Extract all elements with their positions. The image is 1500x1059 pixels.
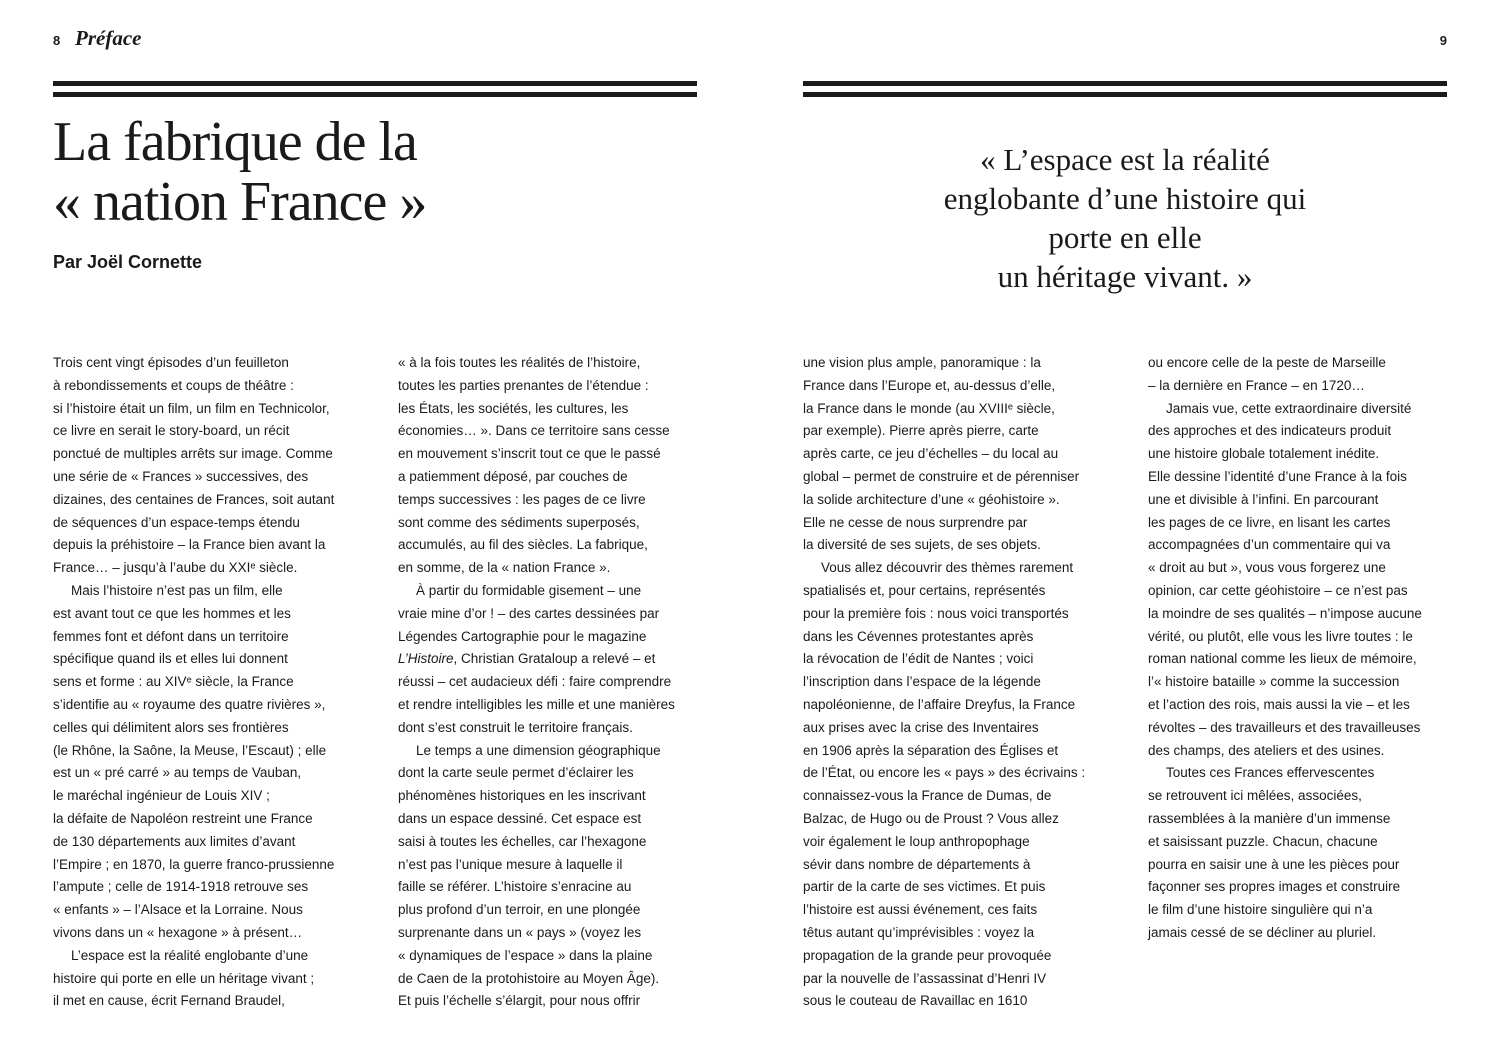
text-line: vraie mine d’or ! – des cartes dessinées par [398,605,660,621]
text-line: façonner ses propres images et construire [1148,879,1401,895]
text-line: le maréchal ingénieur de Louis XIV ; [53,788,270,804]
text-line: une série de « Frances » successives, des [53,468,309,484]
text-line: l’histoire est aussi événement, ces faits [803,902,1038,918]
text-line: dont s’est construit le territoire français. [398,719,633,735]
italic-title: L’Histoire [398,651,454,667]
text-line: surprenante dans un « pays » (voyez les [398,924,642,940]
text-line: « dynamiques de l’espace » dans la plaine [398,947,653,963]
text-line: en 1906 après la séparation des Églises et [803,742,1059,758]
text-line: la moindre de ses qualités – n’impose aucune [1148,605,1422,621]
text-line: dans les Cévennes protestantes après [803,628,1034,644]
text-line: est un « pré carré » au temps de Vauban, [53,765,302,781]
text-line: têtus autant qu’imprévisibles : voyez la [803,924,1035,940]
text-line: (le Rhône, la Saône, la Meuse, l’Escaut) ; elle [53,742,327,758]
double-rule [803,81,1447,97]
text-line: voir également le loup anthropophage [803,833,1030,849]
text-line: ce livre en serait le story-board, un récit [53,423,290,439]
text-line: depuis la préhistoire – la France bien avant la [53,537,326,553]
text-line: dont la carte seule permet d’éclairer les [398,765,634,781]
text-line: la défaite de Napoléon restreint une France [53,810,313,826]
text-line: des champs, des ateliers et des usines. [1148,742,1385,758]
chapter-title [53,112,426,232]
pull-quote-line: un héritage vivant. » [997,259,1253,294]
text-line: vivons dans un « hexagone » à présent… [53,924,303,940]
text-line: Toutes ces Frances effervescentes [1166,765,1375,781]
text-line: et l’action des rois, mais aussi la vie – et les [1148,696,1410,712]
page-number: 8 [53,33,61,48]
text-line: sont comme des sédiments superposés, [398,514,640,530]
text-line: sens et forme : au XIVᵉ siècle, la France [53,674,294,690]
text-line: « droit au but », vous vous forgerez une [1148,560,1386,576]
text-line: ou encore celle de la peste de Marseille [1148,355,1386,370]
text-line: économies… ». Dans ce territoire sans cesse [398,423,670,439]
text-line: de Caen de la protohistoire au Moyen Âge). [398,970,660,986]
text-line: en somme, de la « nation France ». [398,560,611,576]
pull-quote [803,140,1447,296]
text-line: les États, les sociétés, les cultures, les [398,400,629,416]
text-line: révoltes – des travailleurs et des travailleuses [1148,719,1421,735]
text-column-3 [803,352,1113,1013]
text-line: Elle dessine l’identité d’une France à la fois [1148,468,1407,484]
text-line: – la dernière en France – en 1720… [1148,377,1365,393]
text-line: une et divisible à l’infini. En parcourant [1148,491,1379,507]
text-line: phénomènes historiques en les inscrivant [398,788,646,804]
text-line: par la nouvelle de l’assassinat d’Henri IV [803,970,1047,986]
double-rule [53,81,697,97]
chapter-title-line: La fabrique de la [53,111,417,173]
byline: Par Joël Cornette [53,252,203,272]
text-line: l’« histoire bataille » comme la succession [1148,674,1400,690]
text-line: en mouvement s’inscrit tout ce que le passé [398,446,661,462]
text-line: accumulés, au fil des siècles. La fabrique, [398,537,648,553]
text-line: spécifique quand ils et elles lui donnent [53,651,288,667]
text-line: de 130 départements aux limites d’avant [53,833,296,849]
text-line: napoléonienne, de l’affaire Dreyfus, la France [803,696,1076,712]
text-line: partir de la carte de ses victimes. Et puis [803,879,1046,895]
text-line: de séquences d’un espace-temps étendu [53,514,300,530]
text-line: aux prises avec la crise des Inventaires [803,719,1039,735]
text-line: Légendes Cartographie pour le magazine [398,628,647,644]
text-line: propagation de la grande peur provoquée [803,947,1052,963]
text-line: l’Empire ; en 1870, la guerre franco-prussienne [53,856,335,872]
text-line: par exemple). Pierre après pierre, carte [803,423,1039,439]
text-line: Balzac, de Hugo ou de Proust ? Vous allez [803,810,1059,826]
text-line: vérité, ou plutôt, elle vous les livre toutes : le [1148,628,1413,644]
text-line: temps successives : les pages de ce livre [398,491,646,507]
text-line: faille se référer. L’histoire s’enracine au [398,879,632,895]
text-line: toutes les parties prenantes de l’étendue : [398,377,649,393]
text-line: Jamais vue, cette extraordinaire diversité [1166,400,1412,416]
text-line: se retrouvent ici mêlées, associées, [1148,788,1362,804]
text-line: réussi – cet audacieux défi : faire comprendre [398,674,672,690]
text-line: roman national comme les lieux de mémoire, [1148,651,1417,667]
text-line: connaissez-vous la France de Dumas, de [803,788,1052,804]
text-line: sous le couteau de Ravaillac en 1610 [803,993,1028,1009]
text-line: sévir dans nombre de départements à [803,856,1031,872]
text-line: opinion, car cette géohistoire – ce n’est pas [1148,582,1408,598]
text-line: pourra en saisir une à une les pièces pour [1148,856,1400,872]
text-line: le film d’une histoire singulière qui n’a [1148,902,1373,918]
text-line: « à la fois toutes les réalités de l’histoire, [398,355,641,370]
right-page [750,0,1500,1059]
text-line: dans un espace dessiné. Cet espace est [398,810,642,826]
text-line: Mais l’histoire n’est pas un film, elle [71,582,283,598]
text-line: ponctué de multiples arrêts sur image. Comme [53,446,333,462]
text-line: la solide architecture d’une « géohistoire ». [803,491,1060,507]
text-line: Vous allez découvrir des thèmes rarement [821,560,1074,576]
text-line: à rebondissements et coups de théâtre : [53,377,294,393]
text-line: Elle ne cesse de nous surprendre par [803,514,1028,530]
text-line: et rendre intelligibles les mille et une manières [398,696,675,712]
pull-quote-line: « L’espace est la réalité [980,142,1270,177]
text-line: la diversité de ses sujets, de ses objets. [803,537,1041,553]
text-line: la France dans le monde (au XVIIIᵉ siècle, [803,400,1055,416]
text-line: saisi à toutes les échelles, car l’hexagone [398,833,647,849]
text-line: « enfants » – l’Alsace et la Lorraine. Nous [53,902,303,918]
text-line: pour la première fois : nous voici transportés [803,605,1069,621]
text-line: France dans l’Europe et, au-dessus d’elle, [803,377,1056,393]
text-line: rassemblées à la manière d’un immense [1148,810,1391,826]
text-line: la révocation de l’édit de Nantes ; voici [803,651,1034,667]
text-line: et saisissant puzzle. Chacun, chacune [1148,833,1378,849]
text-line: une histoire globale totalement inédite. [1148,446,1380,462]
text-line: jamais cessé de se décliner au pluriel. [1148,924,1377,940]
text-line: France… – jusqu’à l’aube du XXIᵉ siècle. [53,560,298,576]
pull-quote-line: porte en elle [1048,220,1202,255]
text-line: une vision plus ample, panoramique : la [803,355,1041,370]
page-number: 9 [1439,33,1447,48]
text-column-4 [1148,352,1458,945]
text-line: des approches et des indicateurs produit [1148,423,1392,439]
text-line: L’espace est la réalité englobante d’une [71,947,309,963]
text-column-1 [53,352,363,1013]
text-line: de l’État, ou encore les « pays » des écrivains : [803,765,1086,781]
text-line: après carte, ce jeu d’échelles – du local au [803,446,1059,462]
text-line: l’inscription dans l’espace de la légende [803,674,1041,690]
text-line: il met en cause, écrit Fernand Braudel, [53,993,285,1009]
text-line: dizaines, des centaines de Frances, soit autant [53,491,335,507]
chapter-title-line: « nation France » [53,171,427,233]
text-line: les pages de ce livre, en lisant les cartes [1148,514,1391,530]
text-line: À partir du formidable gisement – une [416,582,642,598]
text-column-2 [398,352,708,1013]
text-line: L’Histoire, Christian Grataloup a relevé – et [398,651,656,667]
text-line: l’ampute ; celle de 1914-1918 retrouve ses [53,879,309,895]
text-line: celles qui délimitent alors ses frontières [53,719,289,735]
running-head: Préface [75,26,142,50]
text-line: a patiemment déposé, par couches de [398,468,628,484]
text-line: spatialisés et, pour certains, représentés [803,582,1046,598]
text-line: Le temps a une dimension géographique [416,742,661,758]
text-line: Et puis l’échelle s’élargit, pour nous offrir [398,993,641,1009]
text-line: est avant tout ce que les hommes et les [53,605,291,621]
text-line: accompagnées d’un commentaire qui va [1148,537,1391,553]
text-line: plus profond d’un terroir, en une plongée [398,902,641,918]
pull-quote-line: englobante d’une histoire qui [943,181,1307,216]
text-line: femmes font et défont dans un territoire [53,628,289,644]
text-line: si l’histoire était un film, un film en Technicolor, [53,400,330,416]
text-line: n’est pas l’unique mesure à laquelle il [398,856,623,872]
text-line: Trois cent vingt épisodes d’un feuilleton [53,355,289,370]
text-line: histoire qui porte en elle un héritage vivant ; [53,970,315,986]
text-line: global – permet de construire et de pérenniser [803,468,1080,484]
text-line: s’identifie au « royaume des quatre rivières », [53,696,326,712]
